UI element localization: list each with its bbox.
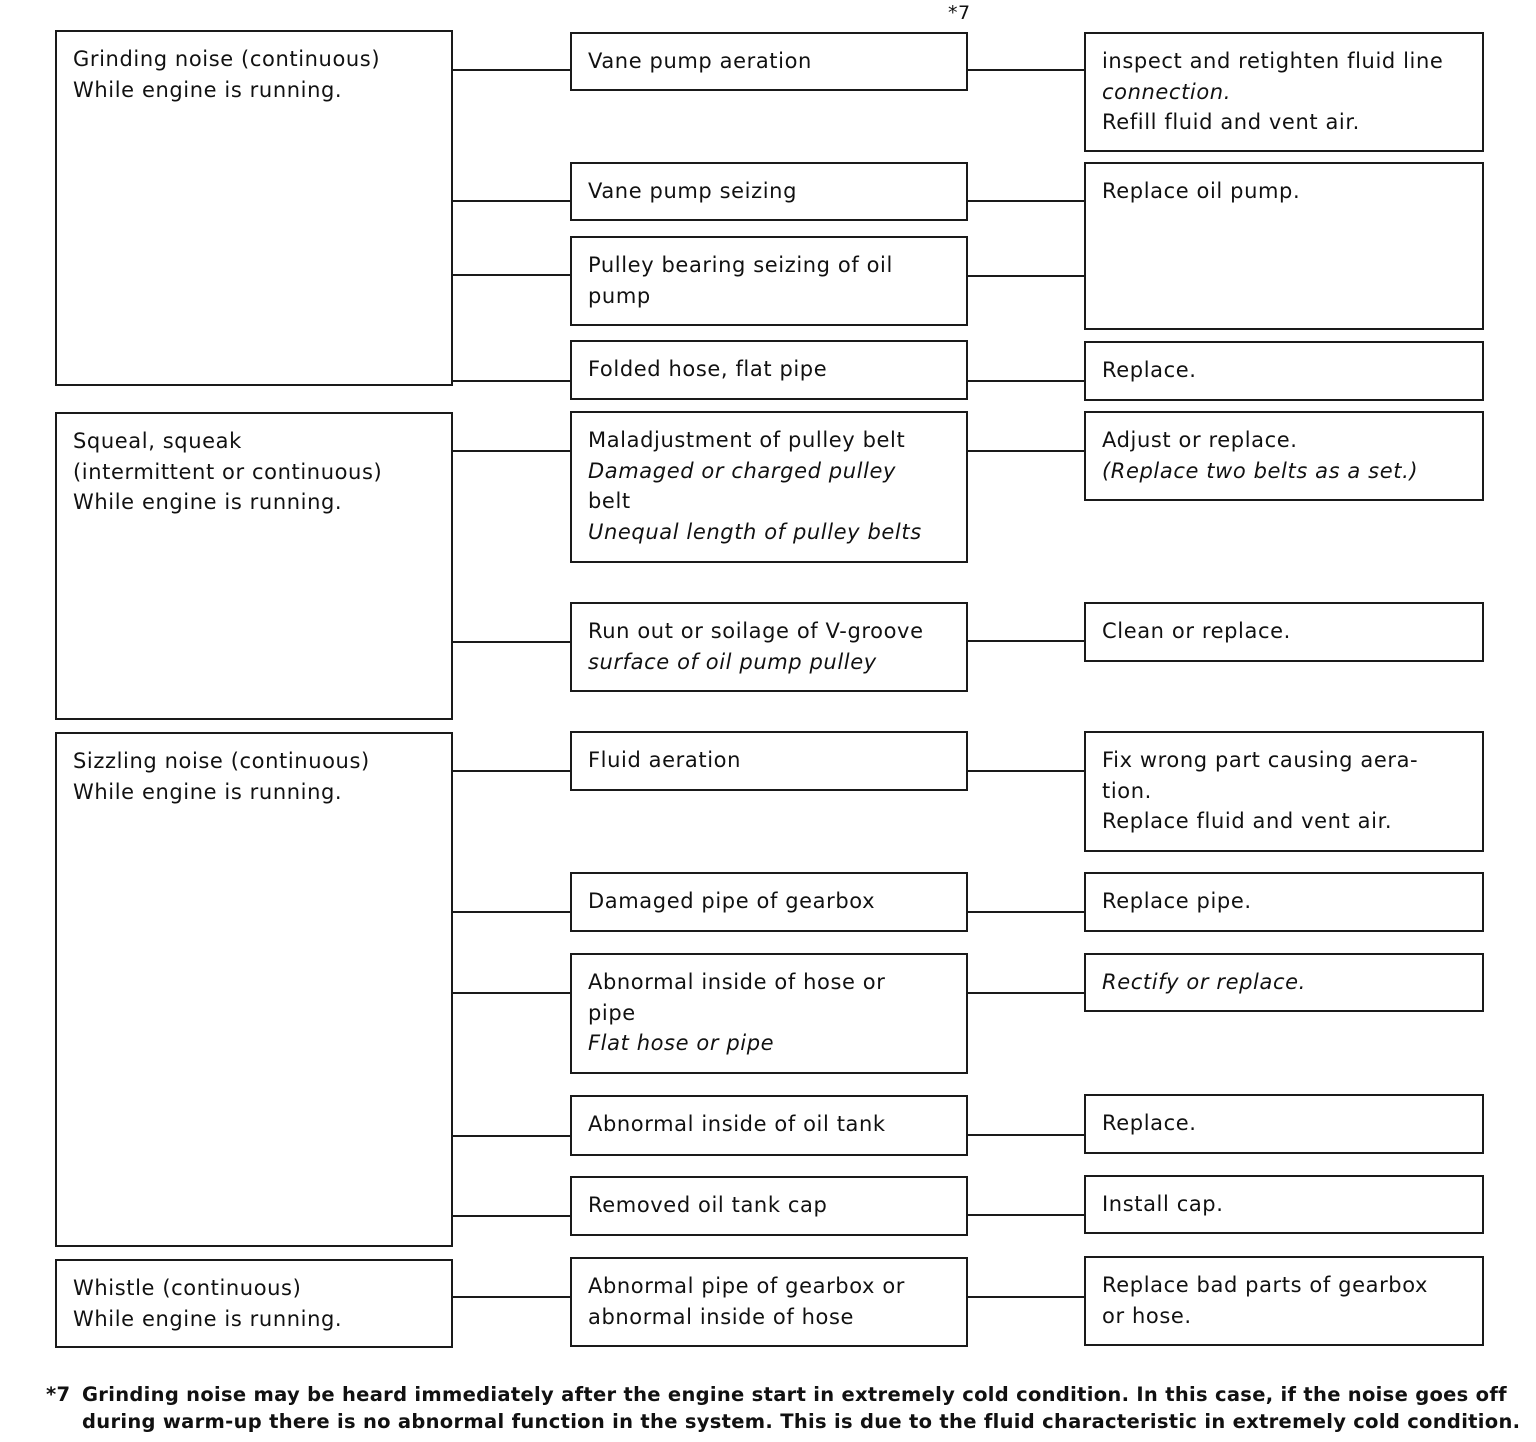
remedy-box-adjust-replace (1084, 411, 1484, 501)
symptom-text-line: Grinding noise (continuous) (73, 47, 381, 71)
cause-text-line: Damaged pipe of gearbox (588, 889, 876, 913)
footnote-line-1: Grinding noise may be heard immediately after the engine start in extremely cold condition. In this case, if the noise goes off (82, 1383, 1507, 1406)
connector-line (453, 200, 570, 202)
connector-line (453, 911, 570, 913)
connector-line (968, 1134, 1084, 1136)
cause-text-line: Abnormal inside of hose or (588, 970, 886, 994)
connector-line (453, 1215, 570, 1217)
cause-text-line: Flat hose or pipe (588, 1031, 775, 1055)
remedy-text-line: Replace. (1102, 1111, 1197, 1135)
remedy-text-line: Refill fluid and vent air. (1102, 110, 1360, 134)
cause-text-line: Pulley bearing seizing of oil (588, 253, 893, 277)
cause-text-line: surface of oil pump pulley (588, 649, 877, 674)
cause-text-line: abnormal inside of hose (588, 1304, 855, 1329)
connector-line (453, 380, 570, 382)
connector-line (968, 69, 1084, 71)
remedy-box-fix-wrong-part (1084, 731, 1484, 852)
connector-line (968, 770, 1084, 772)
cause-box-folded-hose (570, 340, 968, 400)
symptom-text-line: While engine is running. (73, 1306, 343, 1331)
cause-text-line: Folded hose, flat pipe (588, 357, 828, 381)
remedy-text-line: Adjust or replace. (1102, 428, 1298, 452)
remedy-text-line: tion. (1102, 778, 1152, 803)
remedy-text-line: Install cap. (1102, 1192, 1224, 1216)
connector-line (968, 1214, 1084, 1216)
cause-text-line: belt (588, 489, 631, 513)
remedy-text-line: Replace. (1102, 358, 1197, 382)
symptom-box-whistle (55, 1259, 453, 1348)
cause-box-damaged-pipe (570, 872, 968, 932)
connector-line (453, 69, 570, 71)
symptom-text-line: Sizzling noise (continuous) (73, 749, 370, 773)
footnote-marker: *7 (46, 1383, 71, 1406)
cause-text-line: Vane pump seizing (588, 179, 798, 203)
remedy-box-replace-bad-parts (1084, 1256, 1484, 1346)
connector-line (968, 992, 1084, 994)
connector-line (453, 992, 570, 994)
remedy-box-rectify-replace (1084, 953, 1484, 1012)
cause-box-fluid-aeration (570, 731, 968, 791)
connector-line (453, 641, 570, 643)
symptom-text-line: Whistle (continuous) (73, 1276, 302, 1300)
cause-box-vane-aeration (570, 32, 968, 91)
cause-text-line: Damaged or charged pulley (588, 458, 897, 483)
connector-line (453, 770, 570, 772)
connector-line (968, 380, 1084, 382)
symptom-text-line: While engine is running. (73, 779, 343, 804)
cause-box-run-out (570, 602, 968, 692)
connector-line (968, 200, 1084, 202)
cause-text-line: pump (588, 283, 651, 308)
footnote-line-2: during warm-up there is no abnormal function in the system. This is due to the fluid characteristic in extremely cold condition. (82, 1410, 1521, 1433)
connector-line (453, 1296, 570, 1298)
remedy-text-line: Replace bad parts of gearbox (1102, 1273, 1429, 1297)
remedy-box-replace-oil-pump (1084, 162, 1484, 330)
remedy-box-clean-replace (1084, 602, 1484, 662)
cause-box-oil-tank (570, 1095, 968, 1156)
connector-line (453, 450, 570, 452)
remedy-text-line: Fix wrong part causing aera- (1102, 748, 1419, 772)
cause-text-line: Unequal length of pulley belts (588, 519, 922, 544)
symptom-box-grinding (55, 30, 453, 386)
cause-box-maladjustment (570, 411, 968, 563)
remedy-text-line: Rectify or replace. (1102, 970, 1306, 994)
symptom-text-line: Squeal, squeak (73, 429, 242, 453)
cause-text-line: Run out or soilage of V-groove (588, 619, 924, 643)
cause-box-abnormal-hose (570, 953, 968, 1074)
remedy-text-line: connection. (1102, 79, 1231, 104)
symptom-text-line: While engine is running. (73, 490, 343, 514)
symptom-box-sizzling (55, 732, 453, 1247)
remedy-box-replace-1 (1084, 341, 1484, 401)
cause-text-line: Maladjustment of pulley belt (588, 428, 906, 452)
cause-box-tank-cap (570, 1176, 968, 1236)
remedy-box-replace-pipe (1084, 872, 1484, 932)
remedy-box-retighten (1084, 32, 1484, 152)
cause-box-vane-seizing (570, 162, 968, 221)
remedy-text-line: inspect and retighten fluid line (1102, 49, 1444, 73)
cause-text-line: pipe (588, 1000, 636, 1025)
remedy-box-install-cap (1084, 1175, 1484, 1234)
connector-line (968, 911, 1084, 913)
cause-text-line: Removed oil tank cap (588, 1193, 828, 1217)
cause-box-gearbox-pipe (570, 1257, 968, 1347)
remedy-text-line: Replace fluid and vent air. (1102, 809, 1393, 833)
remedy-text-line: Replace oil pump. (1102, 179, 1301, 203)
cause-text-line: Vane pump aeration (588, 49, 812, 73)
remedy-text-line: (Replace two belts as a set.) (1102, 458, 1419, 483)
cause-text-line: Abnormal inside of oil tank (588, 1112, 886, 1136)
remedy-text-line: Replace pipe. (1102, 889, 1252, 913)
cause-text-line: Fluid aeration (588, 748, 741, 772)
connector-line (968, 1296, 1084, 1298)
cause-text-line: Abnormal pipe of gearbox or (588, 1274, 906, 1298)
remedy-text-line: Clean or replace. (1102, 619, 1291, 643)
symptom-box-squeal (55, 412, 453, 720)
footnote-reference-mark: *7 (948, 2, 971, 24)
connector-line (968, 640, 1084, 642)
symptom-text-line: While engine is running. (73, 77, 343, 102)
connector-line (968, 450, 1084, 452)
cause-box-pulley-bearing (570, 236, 968, 326)
connector-line (968, 275, 1084, 277)
symptom-text-line: (intermittent or continuous) (73, 459, 383, 484)
remedy-box-replace-2 (1084, 1094, 1484, 1154)
remedy-text-line: or hose. (1102, 1303, 1192, 1328)
connector-line (453, 1135, 570, 1137)
connector-line (453, 274, 570, 276)
